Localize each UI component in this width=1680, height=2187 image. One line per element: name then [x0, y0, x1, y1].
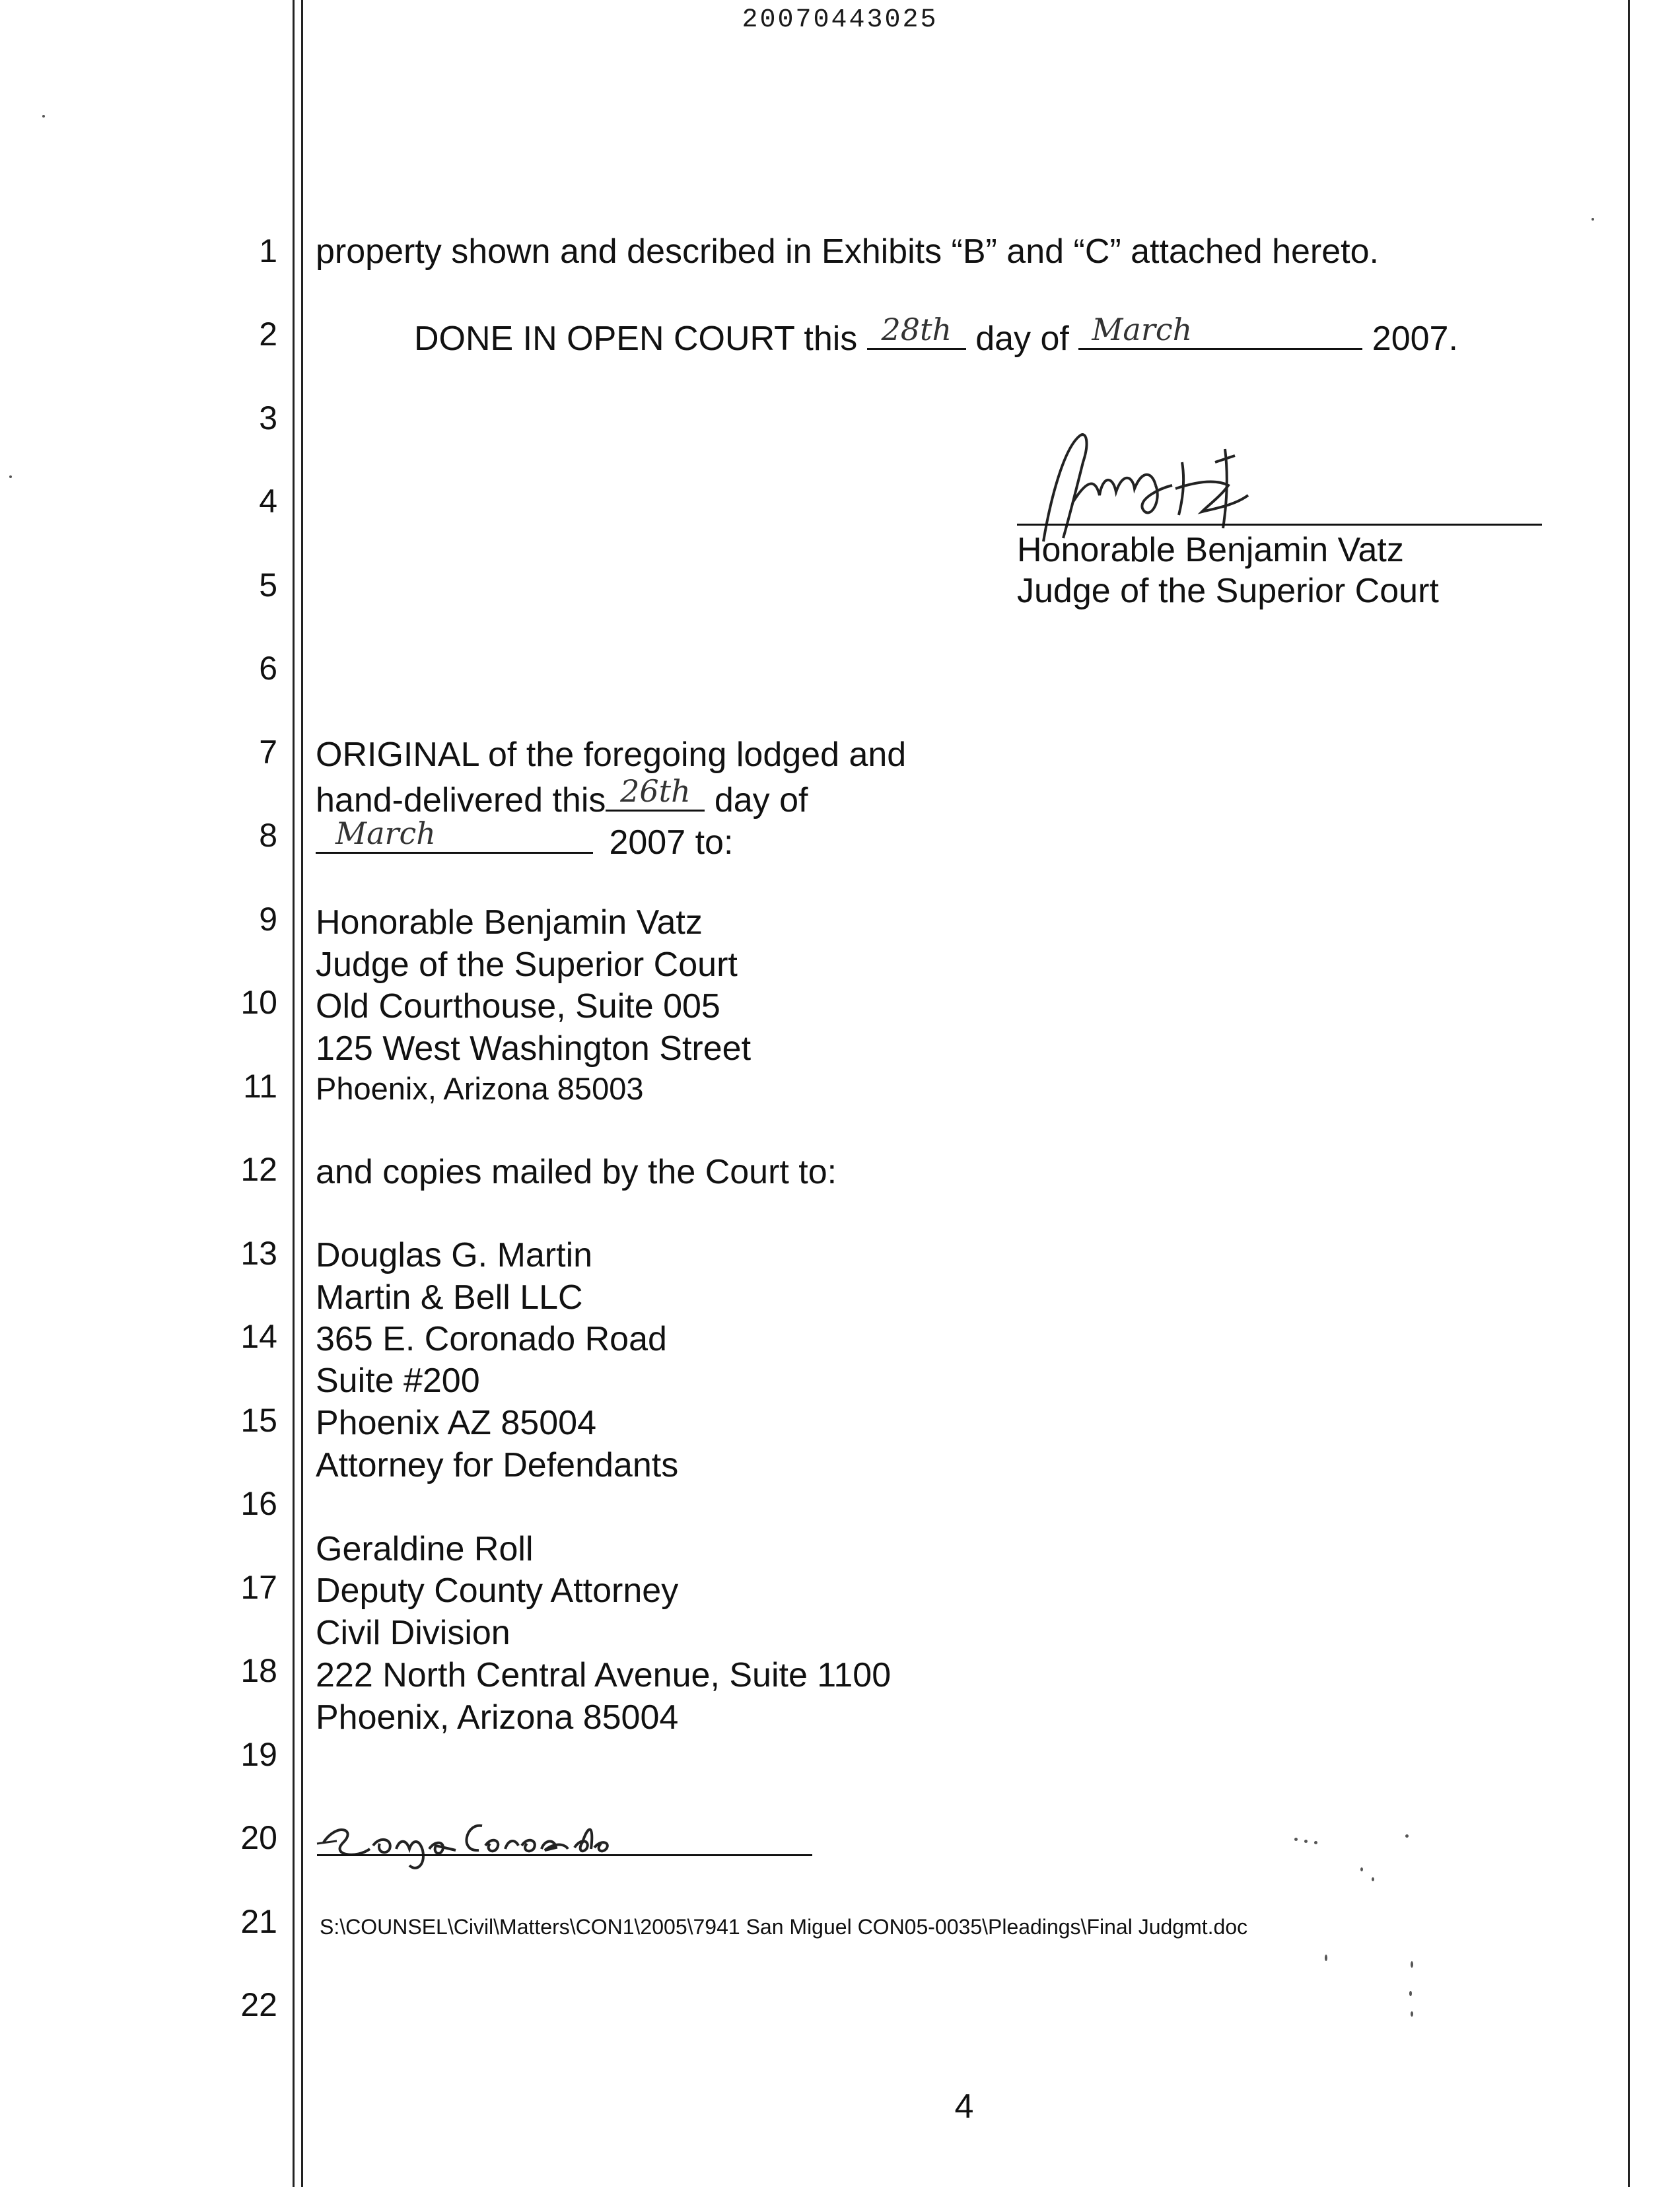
recipient3-title: Deputy County Attorney	[316, 1572, 679, 1610]
line-number: 8	[259, 817, 277, 854]
recipient2-role: Attorney for Defendants	[316, 1446, 679, 1484]
scan-speck	[1294, 1838, 1298, 1841]
body-text-line-1: property shown and described in Exhibits “B” and “C” attached hereto.	[316, 232, 1379, 271]
judge-title: Judge of the Superior Court	[1017, 572, 1439, 610]
line-number: 16	[240, 1485, 277, 1522]
done-in-open-court-line	[414, 312, 1458, 359]
line-number: 15	[240, 1402, 277, 1439]
handwritten-lodged-day: 26th	[620, 773, 691, 809]
scan-speck	[1411, 1961, 1413, 1968]
recipient2-addr3: Phoenix AZ 85004	[316, 1404, 596, 1442]
recipient3-addr2: Phoenix, Arizona 85004	[316, 1698, 679, 1737]
recipient3-division: Civil Division	[316, 1614, 510, 1652]
scan-speck	[1314, 1841, 1317, 1844]
left-margin-rule-inner	[301, 0, 303, 2187]
done-prefix: DONE IN OPEN COURT this	[414, 320, 858, 358]
done-mid: day of	[975, 320, 1069, 358]
scan-speck	[42, 115, 45, 118]
scan-speck	[1325, 1955, 1327, 1961]
line-number: 7	[259, 734, 277, 771]
right-margin-rule	[1628, 0, 1630, 2187]
lodged-prefix: hand-delivered this	[316, 781, 606, 819]
lodged-line-2	[316, 773, 808, 821]
scan-speck	[9, 475, 12, 478]
line-number: 21	[240, 1903, 277, 1940]
line-number: 11	[243, 1068, 277, 1105]
recipient2-addr1: 365 E. Coronado Road	[316, 1320, 667, 1358]
line-number: 18	[240, 1652, 277, 1689]
done-day-blank	[867, 312, 966, 350]
lodged-year: 2007 to:	[609, 823, 734, 862]
line-number: 9	[259, 901, 277, 938]
lodged-day-blank	[606, 773, 705, 812]
scan-speck	[1360, 1867, 1363, 1871]
line-number: 2	[259, 316, 277, 353]
line-number: 10	[240, 984, 277, 1021]
recipient1-addr1: Old Courthouse, Suite 005	[316, 987, 720, 1025]
recipient2-addr2: Suite #200	[316, 1362, 480, 1400]
clerk-signature-graphic	[317, 1803, 647, 1875]
done-year: 2007.	[1372, 320, 1458, 358]
line-number: 5	[259, 567, 277, 604]
line-number: 22	[240, 1986, 277, 2023]
line-number: 4	[259, 483, 277, 520]
lodged-line-3	[316, 816, 734, 863]
judge-name: Honorable Benjamin Vatz	[1017, 531, 1404, 569]
handwritten-month: March	[1092, 312, 1193, 347]
lodged-suffix: day of	[714, 781, 808, 819]
scan-speck	[1372, 1877, 1374, 1881]
handwritten-lodged-month: March	[335, 816, 436, 851]
left-margin-rule-outer	[293, 0, 295, 2187]
lodged-month-blank	[316, 816, 593, 854]
recipient1-title: Judge of the Superior Court	[316, 946, 738, 984]
line-number: 12	[240, 1151, 277, 1188]
done-month-blank	[1078, 312, 1362, 350]
recipient1-addr3: Phoenix, Arizona 85003	[316, 1071, 644, 1106]
scan-speck	[1405, 1834, 1409, 1838]
recipient2-name: Douglas G. Martin	[316, 1236, 593, 1274]
recipient2-firm: Martin & Bell LLC	[316, 1278, 583, 1317]
line-number: 6	[259, 650, 277, 687]
scan-speck	[1304, 1840, 1308, 1843]
line-number: 17	[240, 1569, 277, 1606]
copies-mailed-line: and copies mailed by the Court to:	[316, 1153, 837, 1191]
lodged-line-1: ORIGINAL of the foregoing lodged and	[316, 736, 907, 774]
recipient1-name: Honorable Benjamin Vatz	[316, 903, 703, 942]
page-number: 4	[954, 2087, 974, 2126]
clerk-signature-line	[317, 1854, 812, 1856]
line-number: 3	[259, 399, 277, 436]
handwritten-day: 28th	[881, 312, 952, 347]
file-path-footer: S:\COUNSEL\Civil\Matters\CON1\2005\7941 San Miguel CON05-0035\Pleadings\Final Judgmt.doc	[320, 1915, 1248, 1939]
line-number: 13	[240, 1235, 277, 1272]
recipient3-name: Geraldine Roll	[316, 1530, 534, 1568]
line-number: 1	[259, 232, 277, 269]
line-number: 14	[240, 1318, 277, 1355]
scan-speck	[1409, 1991, 1412, 1996]
recipient3-addr1: 222 North Central Avenue, Suite 1100	[316, 1656, 892, 1694]
scan-speck	[1592, 218, 1594, 221]
line-number: 19	[240, 1736, 277, 1773]
judge-signature-line	[1017, 524, 1542, 526]
recipient1-addr2: 125 West Washington Street	[316, 1029, 752, 1068]
scan-speck	[1411, 2011, 1413, 2017]
recording-number: 20070443025	[742, 5, 938, 35]
line-number: 20	[240, 1819, 277, 1856]
